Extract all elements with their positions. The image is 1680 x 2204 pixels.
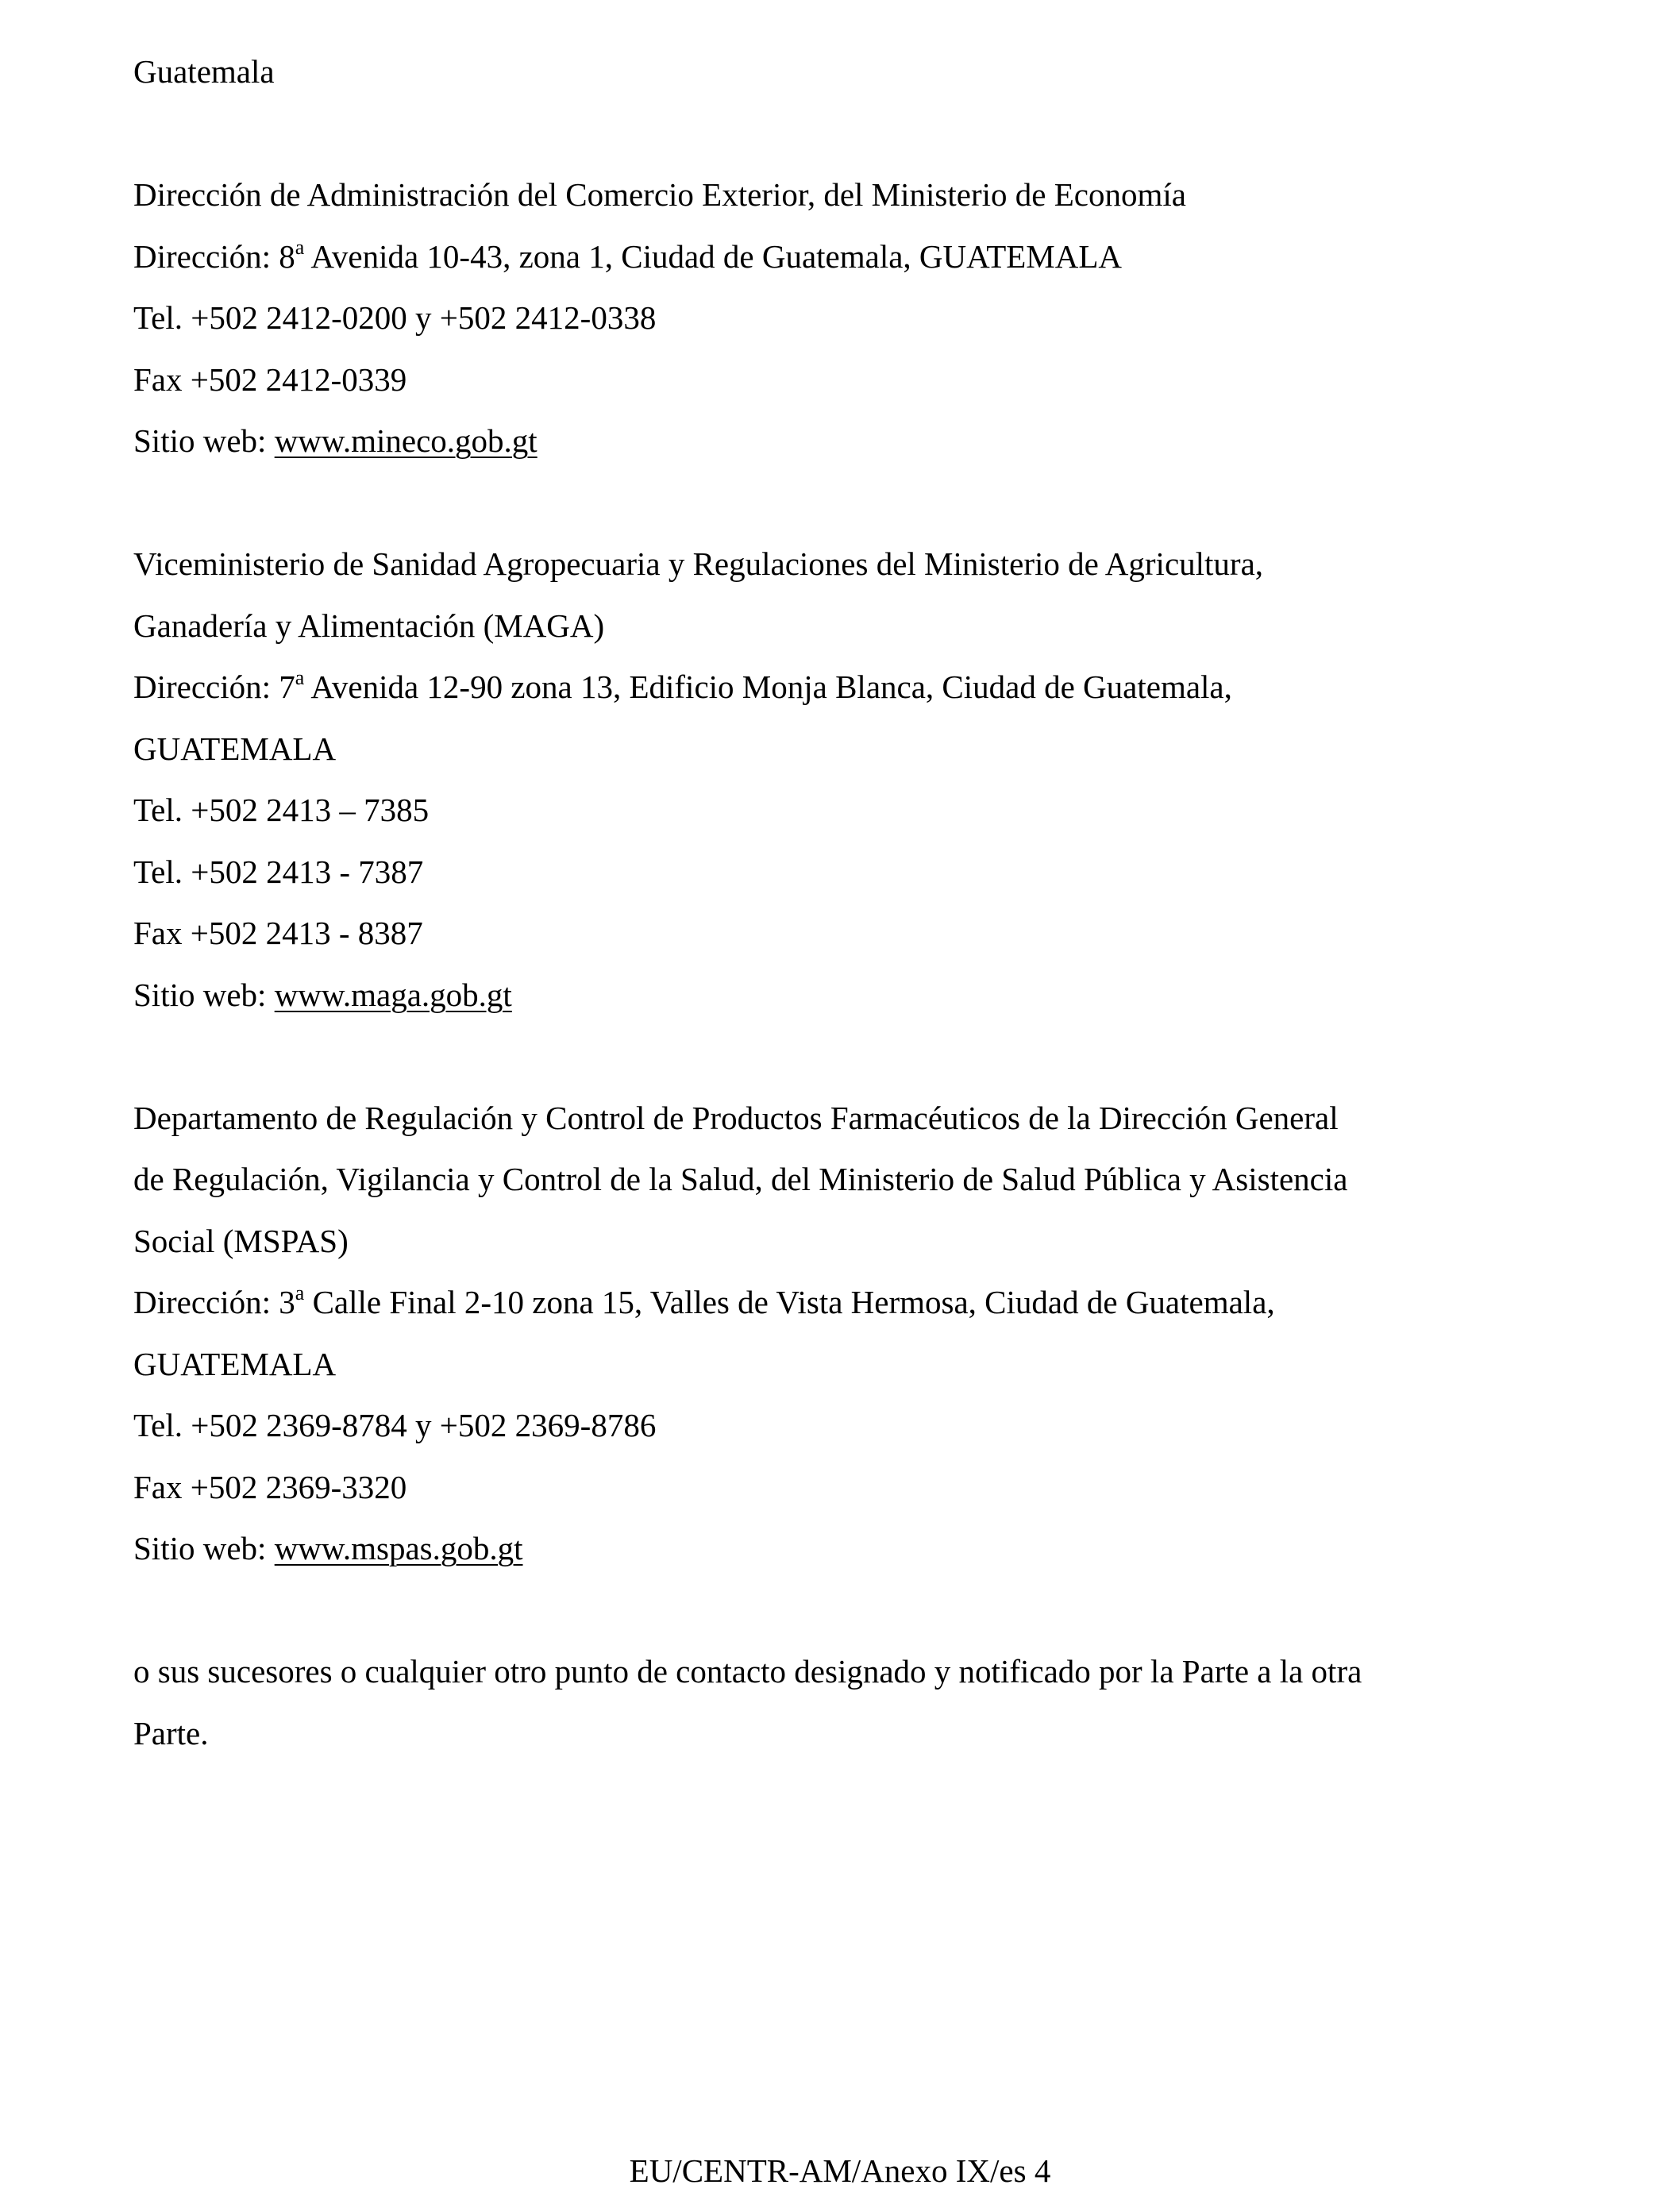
mspas-address-prefix: Dirección: 3 (133, 1284, 295, 1320)
mineco-address (133, 226, 1562, 288)
paragraph-spacer (133, 1026, 1562, 1088)
maga-address-rest: Avenida 12-90 zona 13, Edificio Monja Blanca, Ciudad de Guatemala, (304, 669, 1232, 705)
closing-line-1: o sus sucesores o cualquier otro punto de contacto designado y notificado por la Parte a la otra (133, 1653, 1362, 1690)
maga-fax: Fax +502 2413 - 8387 (133, 915, 423, 951)
mineco-address-rest: Avenida 10-43, zona 1, Ciudad de Guatemala, GUATEMALA (304, 237, 1123, 275)
mineco-website-label: Sitio web: (133, 422, 275, 459)
mspas-fax: Fax +502 2369-3320 (133, 1468, 407, 1505)
mspas-name-line-2: de Regulación, Vigilancia y Control de la Salud, del Ministerio de Salud Pública y Asistencia (133, 1161, 1348, 1197)
mspas-address-line-2: GUATEMALA (133, 1345, 337, 1382)
document-page (133, 41, 1562, 1764)
maga-website (133, 965, 1562, 1027)
country-heading: Guatemala (133, 53, 275, 90)
mspas-address-superscript: a (295, 1281, 305, 1305)
maga-website-label: Sitio web: (133, 976, 275, 1013)
mspas-address-rest: Calle Final 2-10 zona 15, Valles de Vista Hermosa, Ciudad de Guatemala, (304, 1284, 1275, 1320)
maga-website-link[interactable]: www.maga.gob.gt (274, 976, 512, 1013)
mineco-address-prefix: Dirección: 8 (133, 237, 295, 275)
mspas-website-link[interactable]: www.mspas.gob.gt (274, 1530, 523, 1566)
closing-paragraph (133, 1641, 1562, 1764)
paragraph-spacer (133, 1580, 1562, 1642)
maga-address (133, 657, 1562, 719)
contact-block-mineco (133, 164, 1562, 472)
maga-tel-2: Tel. +502 2413 - 7387 (133, 853, 424, 890)
mineco-website (133, 410, 1562, 472)
mspas-website (133, 1518, 1562, 1580)
maga-address-superscript: a (295, 666, 305, 690)
mspas-tel: Tel. +502 2369-8784 y +502 2369-8786 (133, 1407, 657, 1443)
mineco-tel: Tel. +502 2412-0200 y +502 2412-0338 (133, 299, 657, 336)
mspas-name-line-1: Departamento de Regulación y Control de Productos Farmacéuticos de la Dirección General (133, 1099, 1339, 1136)
page-footer-reference: EU/CENTR-AM/Anexo IX/es 4 (629, 2152, 1051, 2189)
mineco-address-superscript: a (295, 235, 305, 259)
maga-tel-1: Tel. +502 2413 – 7385 (133, 792, 430, 828)
mineco-fax: Fax +502 2412-0339 (133, 360, 407, 398)
paragraph-spacer (133, 103, 1562, 165)
paragraph-spacer (133, 472, 1562, 534)
mspas-address (133, 1272, 1562, 1334)
mineco-name: Dirección de Administración del Comercio Exterior, del Ministerio de Economía (133, 176, 1186, 213)
closing-line-2: Parte. (133, 1714, 209, 1751)
maga-name-line-1: Viceministerio de Sanidad Agropecuaria y Regulaciones del Ministerio de Agricultura, (133, 545, 1264, 582)
mspas-website-label: Sitio web: (133, 1530, 275, 1566)
mspas-name-line-3: Social (MSPAS) (133, 1222, 349, 1259)
contact-block-maga (133, 534, 1562, 1026)
maga-address-prefix: Dirección: 7 (133, 669, 295, 705)
maga-address-line-2: GUATEMALA (133, 730, 337, 767)
maga-name-line-2: Ganadería y Alimentación (MAGA) (133, 607, 605, 644)
contact-block-mspas (133, 1088, 1562, 1580)
mineco-website-link[interactable]: www.mineco.gob.gt (274, 422, 538, 459)
